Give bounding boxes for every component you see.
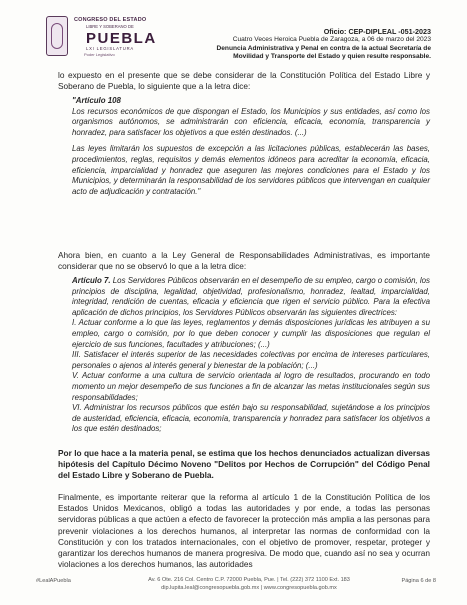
page-number: Página 6 de 8 <box>401 578 436 584</box>
paragraph-penal: Por lo que hace a la materia penal, se estima que los hechos denunciados actualizan diversas hipótesis del Capítulo Décimo Noveno "Delitos por Hechos de Corrupción" del Código Penal del Estado Libre y Soberano de Puebla. <box>58 448 430 481</box>
logo-line-4: LXI LEGISLATURA <box>86 46 134 51</box>
quote-article-7-item-v: V. Actuar conforme a una cultura de servicio orientada al logro de resultados, procurando en todo momento un mejor desempeño de sus funciones a fin de alcanzar las metas institucionales según sus responsabilidades; <box>72 371 430 402</box>
footer-hashtag: #LealAPuebla <box>36 578 71 584</box>
paragraph-general-law: Ahora bien, en cuanto a la Ley General de Responsabilidades Administrativas, es importante considerar que no se observó lo que a la letra dice: <box>58 250 430 272</box>
place-date: Cuatro Veces Heroica Puebla de Zaragoza, a 06 de marzo del 2023 <box>232 36 431 44</box>
subject-line-1: Denuncia Administrativa y Penal en contra de la actual Secretaría de <box>216 44 431 52</box>
subject-line-2: Movilidad y Transporte del Estado y quien resulte responsable. <box>233 52 431 60</box>
quote-article-7-item-vi: VI. Administrar los recursos públicos que estén bajo su responsabilidad, sujetándose a los principios de austeridad, eficiencia, eficacia, economía, transparencia y honradez para satisfacer los objetivos a los que estén destinados; <box>72 403 430 434</box>
footer-address <box>124 576 374 592</box>
quote-article-108-paragraph-2: Las leyes limitarán los supuestos de excepción a las licitaciones públicas, establecerán las bases, procedimientos, reglas, requisitos y demás elementos idóneos para acreditar la economía, eficacia, eficiencia, imparcialidad y honradez que aseguren las mejores condiciones para el Estado y los Municipios, y determinarán la responsabilidad de los servidores públicos que intervengan en cualquier acto de adjudicación y contratación." <box>72 144 430 196</box>
quote-article-7-heading: Artículo 7. <box>72 276 111 285</box>
congress-logo <box>46 16 176 60</box>
quote-article-7-item-iii: III. Satisfacer el interés superior de las necesidades colectivas por encima de intereses particulares, personales o ajenos al interés general y bienestar de la población; (...) <box>72 350 430 370</box>
paragraph-finally: Finalmente, es importante reiterar que la reforma al artículo 1 de la Constitución Política de los Estados Unidos Mexicanos, obligó a todas las autoridades y por ende, a todas las personas servidoras públicas a que actúen a efecto de favorecer la protección más amplia a las personas para prevenir violaciones a los derechos humanos, al interpretar las normas de conformidad con la Constitución y con los tratados internacionales, con el objetivo de promover, respetar, proteger y garantizar los derechos humanos de manera progresiva. De modo que, cuando así no sea y ocurran violaciones a los derechos humanos, las autoridades <box>58 492 430 570</box>
footer-address-line-2: dip.lupita.leal@congresopuebla.gob.mx | www.congresopuebla.gob.mx <box>161 585 337 591</box>
page-footer <box>36 576 436 596</box>
quote-article-108-paragraph-1: Los recursos económicos de que dispongan el Estado, los Municipios y sus entidades, así como los organismos autónomos, se administrarán con eficiencia, eficacia, economía, transparencia y honradez, para satisfacer los objetivos a que estén destinados. (...) <box>72 106 430 137</box>
quote-article-7-text: Los Servidores Públicos observarán en el desempeño de su empleo, cargo o comisión, los principios de disciplina, legalidad, objetividad, profesionalismo, honradez, lealtad, imparcialidad, integridad, rendición de cuentas, eficacia y eficiencia que rigen el servicio público. Para la efectiva aplicación de dichos principios, los Servidores Públicos observarán las siguientes directrices: <box>72 276 430 317</box>
logo-name: PUEBLA <box>86 30 157 47</box>
seal-icon <box>46 16 68 56</box>
quote-article-108-heading: "Artículo 108 <box>72 96 121 105</box>
quote-article-7-paragraph <box>72 276 430 318</box>
logo-line-5: Poder Legislativo <box>84 52 115 57</box>
footer-address-line-1: Av. 6 Ote. 216 Col. Centro C.P. 72000 Puebla, Pue. | Tel. (222) 372 1100 Ext. 183 <box>148 577 350 583</box>
paragraph-intro: lo expuesto en el presente que se debe considerar de la Constitución Política del Estado Libre y Soberano de Puebla, lo siguiente que a la letra dice: <box>58 70 430 92</box>
document-header <box>217 28 432 61</box>
quote-article-7 <box>72 276 430 435</box>
quote-article-7-item-i: I. Actuar conforme a lo que las leyes, reglamentos y demás disposiciones jurídicas les atribuyen a su empleo, cargo o comisión, por lo que deben conocer y cumplir las disposiciones que regulan el ejercicio de sus funciones, facultades y atribuciones; (...) <box>72 318 430 349</box>
logo-line-2: LIBRE Y SOBERANO DE <box>86 24 134 29</box>
quote-article-108 <box>72 96 430 197</box>
oficio-number: Oficio: CEP-DIPLEAL -051-2023 <box>323 27 431 36</box>
logo-line-1: CONGRESO DEL ESTADO <box>74 17 147 23</box>
